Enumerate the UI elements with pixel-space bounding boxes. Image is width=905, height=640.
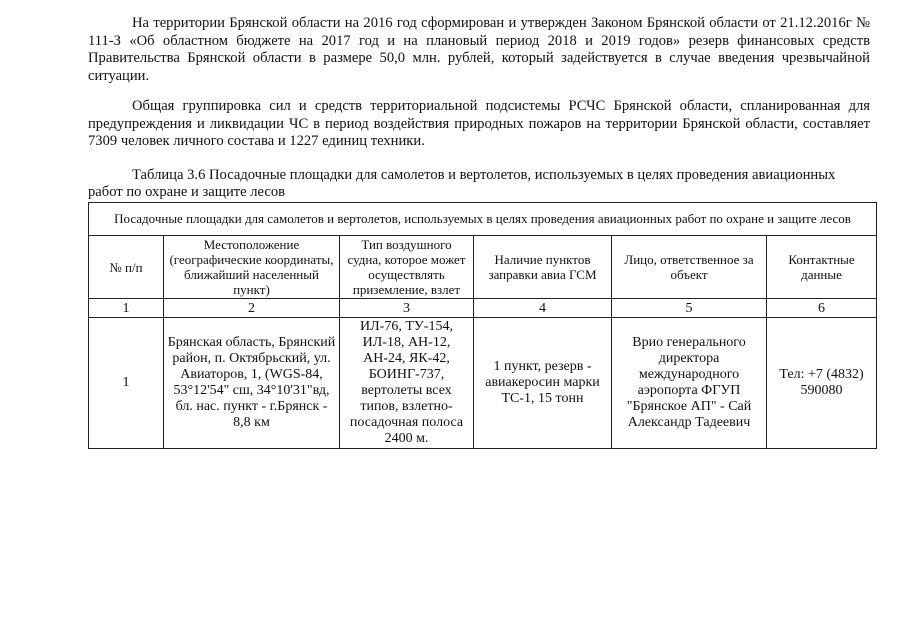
cell-contacts: Тел: +7 (4832) 590080 [767, 318, 877, 449]
landing-sites-table [88, 202, 877, 449]
header-contacts: Контактные данные [767, 236, 877, 299]
table-caption: Таблица 3.6 Посадочные площадки для самолетов и вертолетов, используемых в целях проведения авиационных работ по охране и защите лесов [88, 167, 836, 200]
column-number-4: 4 [474, 299, 612, 318]
header-responsible-person: Лицо, ответственное за объект [612, 236, 767, 299]
column-number-1: 1 [89, 299, 164, 318]
header-number: № п/п [89, 236, 164, 299]
paragraph-forces-grouping: Общая группировка сил и средств территориальной подсистемы РСЧС Брянской области, спланированная для предупреждения и ликвидации ЧС в период воздействия природных пожаров на территории Брянской области, составляет 7309 человек личного состава и 1227 единиц техники. [88, 98, 870, 149]
cell-responsible-person: Врио генерального директора международного аэропорта ФГУП "Брянское АП" - Сай Александр Тадеевич [612, 318, 767, 449]
cell-location: Брянская область, Брянский район, п. Октябрьский, ул. Авиаторов, 1, (WGS-84, 53°12'54" сш, 34°10'31"вд, бл. нас. пункт - г.Брянск - 8,8 км [164, 318, 340, 449]
paragraph-budget-reserve: На территории Брянской области на 2016 год сформирован и утвержден Законом Брянской области от 21.12.2016г № 111-З «Об областном бюджете на 2017 год и на плановый период 2018 и 2019 годов» резерв финансовых средств Правительства Брянской области в размере 50,0 млн. рублей, который задействуется в случае введения чрезвычайной ситуации. [88, 15, 870, 84]
cell-refueling: 1 пункт, резерв - авиакеросин марки ТС-1, 15 тонн [474, 318, 612, 449]
cell-number: 1 [89, 318, 164, 449]
table-title: Посадочные площадки для самолетов и вертолетов, используемых в целях проведения авиационных работ по охране и защите лесов [89, 203, 877, 236]
column-number-3: 3 [340, 299, 474, 318]
table-row [89, 318, 877, 449]
column-number-6: 6 [767, 299, 877, 318]
column-number-2: 2 [164, 299, 340, 318]
header-location: Местоположение (географические координаты, ближайший населенный пункт) [164, 236, 340, 299]
column-number-5: 5 [612, 299, 767, 318]
cell-aircraft-type: ИЛ-76, ТУ-154, ИЛ-18, АН-12, АН-24, ЯК-42, БОИНГ-737, вертолеты всех типов, взлетно-посадочная полоса 2400 м. [340, 318, 474, 449]
header-aircraft-type: Тип воздушного судна, которое может осуществлять приземление, взлет [340, 236, 474, 299]
header-refueling: Наличие пунктов заправки авиа ГСМ [474, 236, 612, 299]
